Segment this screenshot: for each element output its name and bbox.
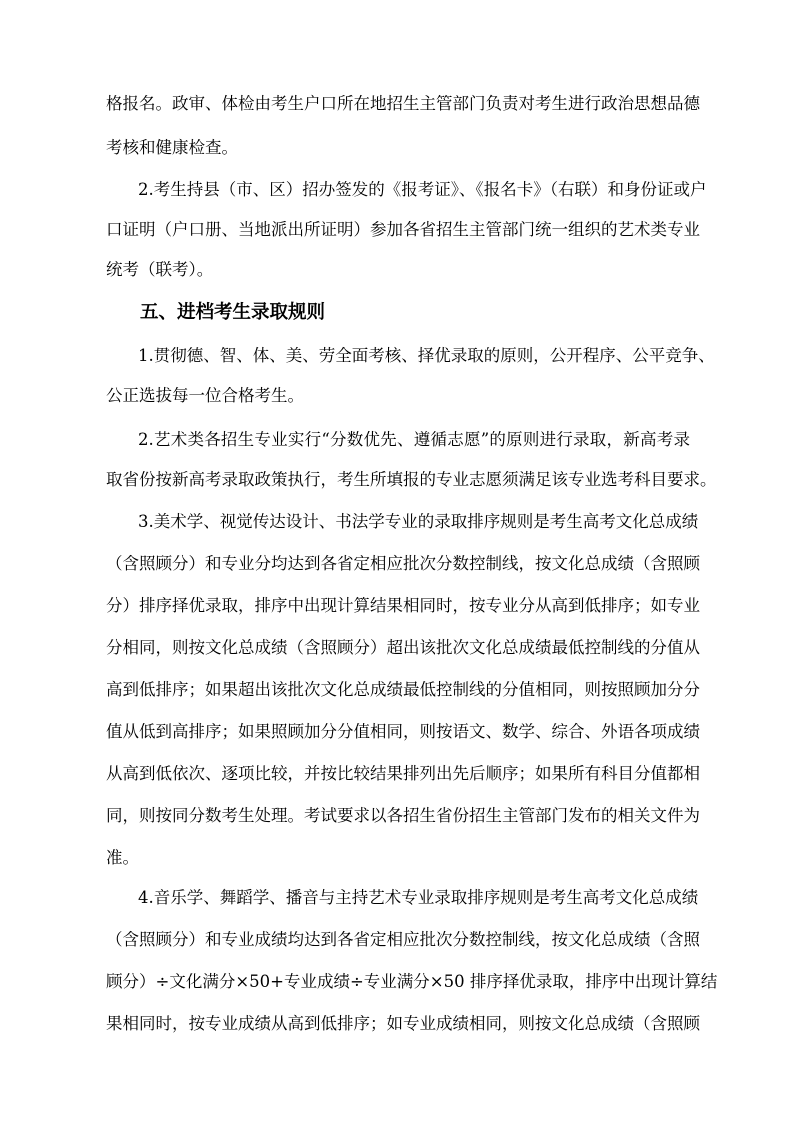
paragraph-line: 分）排序择优录取，排序中出现计算结果相同时，按专业分从高到低排序；如专业 bbox=[106, 596, 700, 615]
paragraph-line: 准。 bbox=[106, 848, 139, 867]
paragraph-line: （含照顾分）和专业成绩均达到各省定相应批次分数控制线，按文化总成绩（含照 bbox=[106, 930, 700, 949]
paragraph-line: 格报名。政审、体检由考生户口所在地招生主管部门负责对考生进行政治思想品德 bbox=[106, 94, 700, 113]
paragraph-line: 从高到低依次、逐项比较，并按比较结果排列出先后顺序；如果所有科目分值都相 bbox=[106, 764, 700, 783]
section-heading: 五、进档考生录取规则 bbox=[140, 302, 326, 323]
paragraph-line: 顾分）÷文化满分×50+专业成绩÷专业满分×50 排序择优录取，排序中出现计算结 bbox=[106, 972, 718, 991]
paragraph-line: 2.考生持县（市、区）招办签发的《报考证》、《报名卡》（右联）和身份证或户 bbox=[138, 180, 707, 199]
paragraph-line: 果相同时，按专业成绩从高到低排序；如专业成绩相同，则按文化总成绩（含照顾 bbox=[106, 1014, 700, 1033]
paragraph-line: 公正选拔每一位合格考生。 bbox=[106, 386, 304, 405]
paragraph-line: 2.艺术类各招生专业实行“分数优先、遵循志愿”的原则进行录取，新高考录 bbox=[138, 430, 690, 449]
paragraph-line: 高到低排序；如果超出该批次文化总成绩最低控制线的分值相同，则按照顾加分分 bbox=[106, 680, 700, 699]
paragraph-line: 3.美术学、视觉传达设计、书法学专业的录取排序规则是考生高考文化总成绩 bbox=[138, 512, 699, 531]
paragraph-line: 同，则按同分数考生处理。考试要求以各招生省份招生主管部门发布的相关文件为 bbox=[106, 806, 700, 825]
paragraph-line: 考核和健康检查。 bbox=[106, 138, 238, 157]
paragraph-line: 口证明（户口册、当地派出所证明）参加各省招生主管部门统一组织的艺术类专业 bbox=[106, 220, 700, 239]
paragraph-line: 统考（联考）。 bbox=[106, 260, 214, 279]
paragraph-line: （含照顾分）和专业分均达到各省定相应批次分数控制线，按文化总成绩（含照顾 bbox=[106, 554, 700, 573]
paragraph-line: 分相同，则按文化总成绩（含照顾分）超出该批次文化总成绩最低控制线的分值从 bbox=[106, 638, 700, 657]
paragraph-line: 1.贯彻德、智、体、美、劳全面考核、择优录取的原则，公开程序、公平竞争、 bbox=[138, 346, 715, 365]
paragraph-line: 值从低到高排序；如果照顾加分分值相同，则按语文、数学、综合、外语各项成绩 bbox=[106, 722, 700, 741]
paragraph-line: 取省份按新高考录取政策执行，考生所填报的专业志愿须满足该专业选考科目要求。 bbox=[106, 470, 717, 489]
paragraph-line: 4.音乐学、舞蹈学、播音与主持艺术专业录取排序规则是考生高考文化总成绩 bbox=[138, 888, 699, 907]
